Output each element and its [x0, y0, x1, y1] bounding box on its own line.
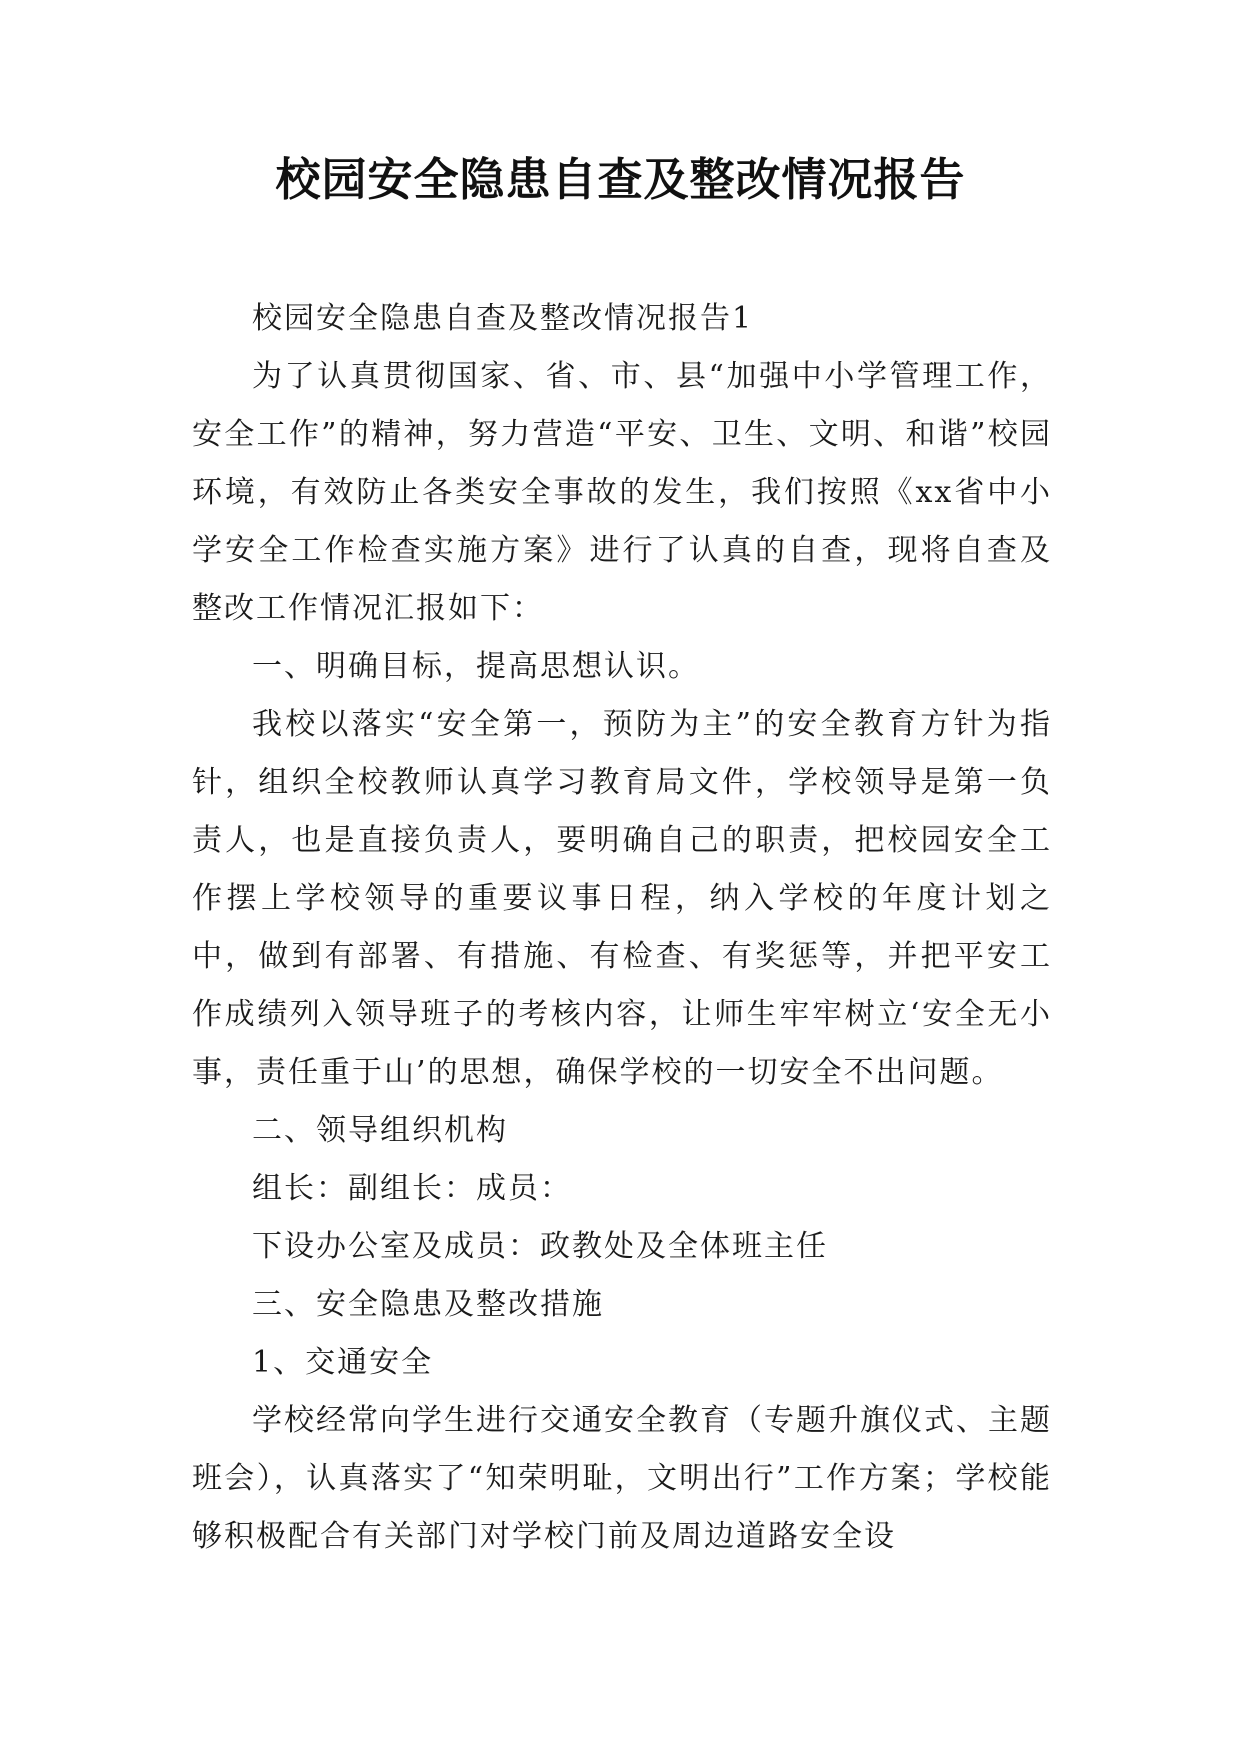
paragraph-section-1: 我校以落实“安全第一，预防为主”的安全教育方针为指针，组织全校教师认真学习教育局文件，学校领导是第一负责人，也是直接负责人，要明确自己的职责，把校园安全工作摆上学校领导的重要议事日程，纳入学校的年度计划之中，做到有部署、有措施、有检查、有奖惩等，并把平安工作成绩列入领导班子的考核内容，让师生牢牢树立‘安全无小事，责任重于山’的思想，确保学校的一切安全不出问题。 — [192, 707, 1052, 1090]
paragraph-office: 下设办公室及成员：政教处及全体班主任 — [252, 1229, 828, 1264]
document-title: 校园安全隐患自查及整改情况报告 — [275, 153, 966, 206]
paragraph-subtitle: 校园安全隐患自查及整改情况报告1 — [252, 301, 754, 336]
paragraph-traffic: 学校经常向学生进行交通安全教育（专题升旗仪式、主题班会），认真落实了“知荣明耻，文明出行”工作方案；学校能够积极配合有关部门对学校门前及周边道路安全设 — [192, 1403, 1052, 1554]
document-body — [192, 290, 1052, 1566]
section-heading-2: 二、领导组织机构 — [252, 1113, 508, 1148]
paragraph-group-members: 组长：副组长：成员： — [252, 1171, 572, 1206]
section-heading-1: 一、明确目标，提高思想认识。 — [252, 649, 700, 684]
subsection-heading-traffic: 1、交通安全 — [252, 1345, 434, 1380]
section-heading-3: 三、安全隐患及整改措施 — [252, 1287, 604, 1322]
paragraph-intro: 为了认真贯彻国家、省、市、县“加强中小学管理工作，安全工作”的精神，努力营造“平安、卫生、文明、和谐”校园环境，有效防止各类安全事故的发生，我们按照《xx省中小学安全工作检查实施方案》进行了认真的自查，现将自查及整改工作情况汇报如下： — [192, 359, 1052, 626]
